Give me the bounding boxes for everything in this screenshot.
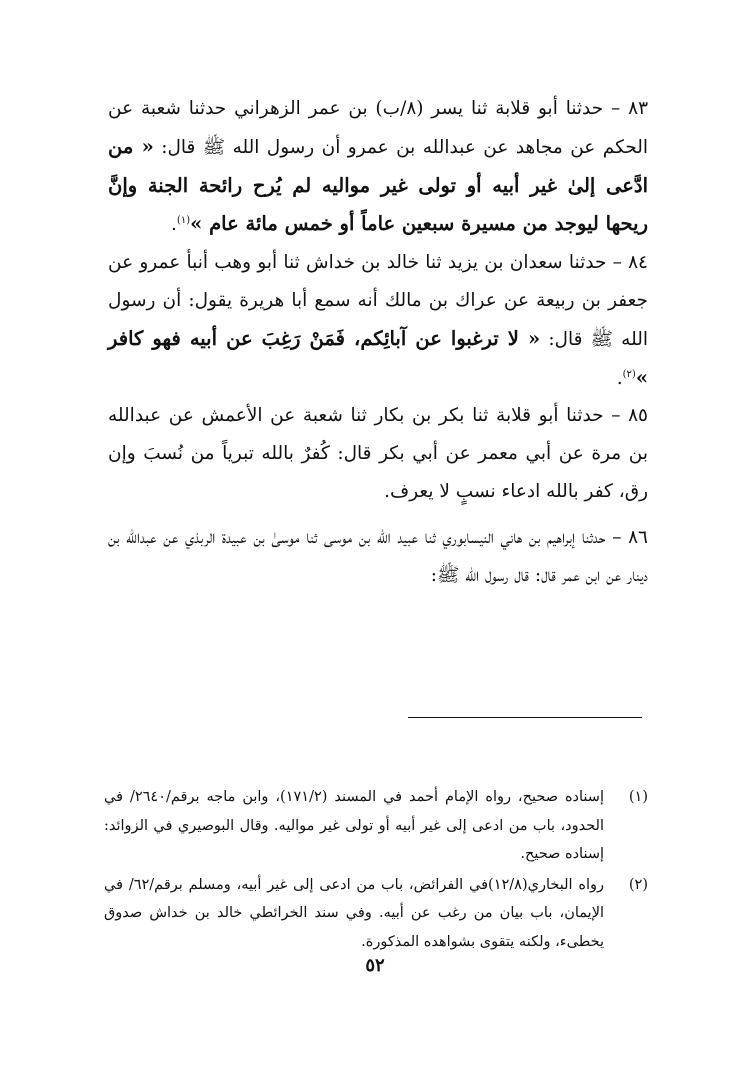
paragraph-gap [108, 511, 648, 519]
hadith-83-text: « من ادَّعى إلىٰ غير أبيه أو تولى غير مواليه لم يُرح رائحة الجنة وإنَّ ريحها ليوجد من مسيرة سبعين عاماً أو خمس مائة عام » [108, 134, 648, 236]
footnote-2-number: (٢) [628, 876, 648, 893]
footnote-ref-2: (٢) [622, 368, 636, 380]
hadith-84-chain: ٨٤ – حدثنا سعدان بن يزيد ثنا خالد بن خداش ثنا أبو وهب أنبأ عمرو عن جعفر بن ربيعة عن عراك بن مالك أنه سمع أبا هريرة يقول: أن رسول الله ﷺ قال: [108, 252, 648, 350]
footnote-separator [408, 717, 642, 718]
athar-85: ٨٥ – حدثنا أبو قلابة ثنا بكر بن بكار ثنا شعبة عن الأعمش عن عبدالله بن مرة عن أبي معمر عن أبي بكر قال: كُفرٌ بالله تبرياً من نُسبَ وإن رق، كفر بالله ادعاء نسبٍ لا يعرف. [108, 405, 648, 502]
footnote-1-number: (١) [628, 789, 648, 805]
page-number: ٥٢ [365, 955, 385, 976]
hadith-86: ٨٦ – حدثنا إبراهيم بن هاني النيسابوري ثنا عبيد الله بن موسى ثنا موسىٰ بن عبيدة الربذي عن عبدالله بن دينار عن ابن عمر قال: قال رسول الله ﷺ: [108, 526, 648, 586]
footnote-1-text: إسناده صحيح، رواه الإمام أحمد في المسند (١٧١/٢)، وابن ماجه برقم/٢٦٤٠/ في الحدود، باب من ادعى إلى غير أبيه أو تولى غير مواليه. وقال البوصيري في الزوائد: إسناده صحيح. [104, 789, 604, 862]
footnote-1 [104, 783, 648, 869]
main-text [108, 90, 648, 594]
footnote-ref-1: (١) [176, 215, 191, 227]
hadith-84: ٨٤ – حدثنا سعدان بن يزيد ثنا خالد بن خداش ثنا أبو وهب أنبأ عمرو عن جعفر بن ربيعة عن عراك بن مالك أنه سمع أبا هريرة يقول: أن رسول الله ﷺ قال: « لا ترغبوا عن آبائِكم، فَمَنْ رَغِبَ عن أبيه فهو كافر »$^{(٢)}$. [108, 252, 648, 389]
footnote-2-text: رواه البخاري(١٢/٨)في الفرائض، باب من ادعى إلى غير أبيه، ومسلم برقم/٦٢/ في الإيمان، باب بيان من رغب عن أبيه. وفي سند الخرائطي خالد بن خداش صدوق يخطىء، ولكنه يتقوى بشواهده المذكورة. [104, 876, 604, 950]
hadith-84-text: « لا ترغبوا عن آبائِكم، فَمَنْ رَغِبَ عن أبيه فهو كافر » [108, 326, 648, 389]
hadith-83: ٨٣ – حدثنا أبو قلابة ثنا يسر (٨/ب) بن عمر الزهراني حدثنا شعبة عن الحكم عن مجاهد عن عبدالله بن عمرو أن رسول الله ﷺ قال: « من ادَّعى إلىٰ غير أبيه أو تولى غير مواليه لم يُرح رائحة الجنة وإنَّ ريحها ليوجد من مسيرة سبعين عاماً أو خمس مائة عام »$^{(١)}$. [108, 98, 649, 236]
hadith-83-chain: ٨٣ – حدثنا أبو قلابة ثنا يسر (٨/ب) بن عمر الزهراني حدثنا شعبة عن الحكم عن مجاهد عن عبدالله بن عمرو أن رسول الله ﷺ قال: [108, 98, 649, 158]
footnote-2 [104, 871, 648, 957]
footnotes [104, 783, 648, 958]
